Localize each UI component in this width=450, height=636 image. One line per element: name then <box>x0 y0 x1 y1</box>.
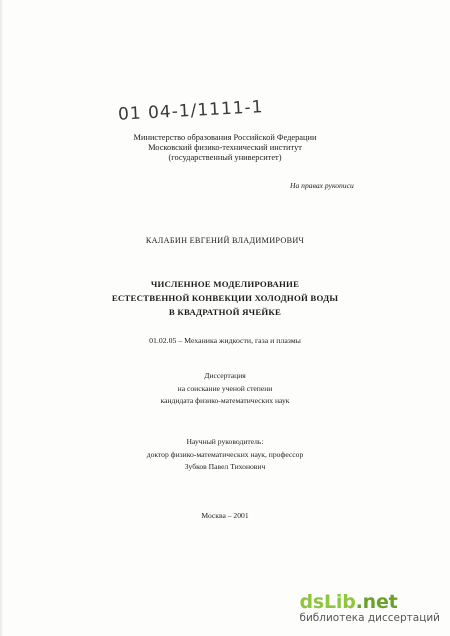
dissertation-line-1: Диссертация <box>204 371 246 380</box>
scan-edge-shadow <box>0 0 3 636</box>
watermark-brand <box>299 592 440 612</box>
watermark-logo[interactable] <box>299 592 440 625</box>
watermark-brand-part1: dsLib <box>299 591 356 613</box>
specialty-code: 01.02.05 – Механика жидкости, газа и плазмы <box>149 336 301 345</box>
university-line: (государственный университет) <box>168 153 282 162</box>
title-line-2: ЕСТЕСТВЕННОЙ КОНВЕКЦИИ ХОЛОДНОЙ ВОДЫ <box>111 293 339 303</box>
handwritten-note: 01 04-1/1111-1 <box>117 97 264 125</box>
dissertation-line-3: кандидата физико-математических наук <box>160 396 290 405</box>
author-name: КАЛАБИН ЕВГЕНИЙ ВЛАДИМИРОВИЧ <box>145 236 305 245</box>
supervisor-line-3: Зубков Павел Тихонович <box>184 462 266 471</box>
dissertation-line-2: на соискание ученой степени <box>177 384 273 393</box>
watermark-subtitle: библиотека диссертаций <box>299 612 440 624</box>
ministry-line: Министерство образования Российской Федерации <box>133 133 317 142</box>
supervisor-line-1: Научный руководитель: <box>186 437 264 446</box>
city-year: Москва – 2001 <box>201 511 249 520</box>
rights-note: На правах рукописи <box>290 181 354 190</box>
title-line-3: В КВАДРАТНОЙ ЯЧЕЙКЕ <box>168 307 282 317</box>
title-line-1: ЧИСЛЕННОЕ МОДЕЛИРОВАНИЕ <box>150 279 300 289</box>
institute-line: Московский физико-технический институт <box>148 143 302 152</box>
watermark-brand-part2: .net <box>355 591 398 613</box>
supervisor-line-2: доктор физико-математических наук, профессор <box>146 450 304 459</box>
